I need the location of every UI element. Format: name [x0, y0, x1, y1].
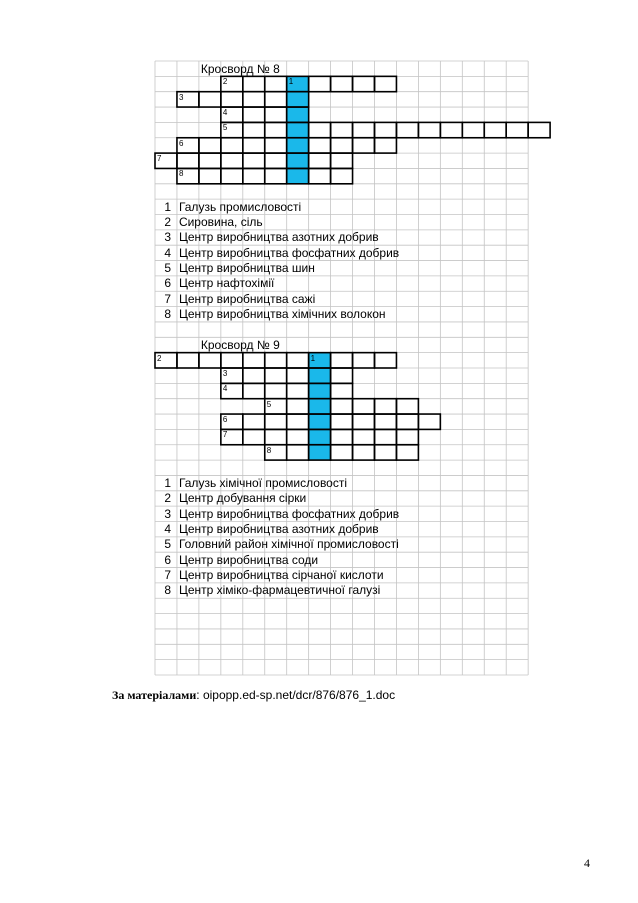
crossword-cell [331, 383, 353, 398]
crossword-cell [243, 107, 265, 122]
key-cell-number: 1 [310, 353, 316, 363]
crossword-title: Кросворд № 8 [200, 61, 280, 76]
crossword-cell [177, 153, 199, 168]
clue-number: 2 [164, 215, 171, 229]
crossword-cell [309, 168, 331, 183]
crossword-cell [331, 138, 353, 153]
clue-text: Галузь промисловості [178, 199, 302, 214]
crossword-cell [375, 399, 397, 414]
crossword-cell [243, 429, 265, 444]
clue-text: Сировина, сіль [178, 215, 263, 229]
clue-number: 4 [164, 245, 171, 260]
crossword-cell [375, 138, 397, 153]
clue-number: 1 [164, 199, 171, 214]
crossword-cell [396, 399, 418, 414]
clue-text: Центр виробництва сажі [178, 291, 316, 306]
cell-number: 5 [266, 399, 272, 409]
crossword-cell [287, 383, 309, 398]
clue-number: 8 [164, 307, 171, 322]
clue-number: 5 [164, 261, 171, 276]
crossword-cell [265, 122, 287, 137]
clue-text: Головний район хімічної промисловості [178, 537, 399, 552]
crossword-cell [199, 92, 221, 107]
crossword-cell [331, 429, 353, 444]
crossword-cell [287, 445, 309, 460]
crossword-cell [221, 138, 243, 153]
cell-number: 5 [222, 123, 228, 133]
crossword-cell [287, 368, 309, 383]
crossword-cell [353, 76, 375, 91]
crossword-cell [199, 153, 221, 168]
crossword-cell [309, 122, 331, 137]
crossword-cell [287, 429, 309, 444]
crossword-cell [331, 153, 353, 168]
crossword-cell [265, 429, 287, 444]
crossword-cell [221, 168, 243, 183]
crossword-cell [353, 353, 375, 368]
crossword-cell [287, 399, 309, 414]
crossword-cell [375, 429, 397, 444]
clue-number: 2 [164, 491, 171, 506]
cell-number: 8 [266, 445, 272, 455]
crossword-cell [331, 122, 353, 137]
crossword-cell [396, 429, 418, 444]
clue-number: 7 [164, 568, 171, 583]
crossword-cell [243, 138, 265, 153]
crossword-cell [331, 353, 353, 368]
cell-number: 6 [178, 138, 184, 148]
crossword-cell [265, 383, 287, 398]
crossword-cell [484, 122, 506, 137]
source-text: : oipopp.ed-sp.net/dcr/876/876_1.doc [196, 688, 396, 702]
crossword-cell [396, 122, 418, 137]
crossword-cell [221, 153, 243, 168]
clue-number: 1 [164, 475, 171, 490]
crossword-cell [243, 353, 265, 368]
crossword-cell [506, 122, 528, 137]
clue-number: 6 [164, 552, 171, 567]
crossword-cell [331, 399, 353, 414]
clue-number: 7 [164, 291, 171, 306]
source-note [112, 688, 395, 703]
clue-number: 5 [164, 537, 171, 552]
crossword-cell [309, 153, 331, 168]
crossword-cell [528, 122, 550, 137]
crossword-cell [331, 414, 353, 429]
clue-number: 4 [164, 522, 171, 536]
cell-number: 6 [222, 415, 228, 425]
crossword-cell [221, 353, 243, 368]
crossword-cell [375, 76, 397, 91]
crossword-cell [287, 414, 309, 429]
cell-number: 4 [222, 108, 228, 118]
crossword-cell [199, 168, 221, 183]
crossword-cell [375, 414, 397, 429]
crossword-cell [396, 414, 418, 429]
crossword-cell [353, 445, 375, 460]
crossword-cell [418, 122, 440, 137]
crossword-cell [375, 122, 397, 137]
crossword-cell [265, 76, 287, 91]
crossword-cell [265, 138, 287, 153]
crossword-cell [265, 368, 287, 383]
page-number: 4 [584, 856, 590, 870]
cell-number: 7 [157, 154, 162, 164]
cell-number: 4 [222, 384, 228, 394]
clue-number: 3 [164, 506, 171, 521]
clue-text: Центр виробництва фосфатних добрив [178, 506, 400, 521]
crossword-cell [287, 353, 309, 368]
clue-text: Центр виробництва соди [178, 552, 319, 567]
clue-number: 6 [164, 276, 171, 291]
clue-text: Центр виробництва хімічних волокон [178, 307, 386, 322]
cell-number: 3 [178, 92, 184, 102]
crossword-cell [353, 399, 375, 414]
crossword-cell [243, 76, 265, 91]
crossword-cell [375, 445, 397, 460]
crossword-cell [353, 429, 375, 444]
crossword-cell [331, 76, 353, 91]
crossword-cell [265, 153, 287, 168]
crossword-cell [243, 414, 265, 429]
crossword-cell [177, 353, 199, 368]
crossword-cell [243, 383, 265, 398]
cell-number: 2 [157, 353, 162, 363]
crossword-cell [309, 76, 331, 91]
crossword-cell [221, 92, 243, 107]
clue-text: Центр виробництва фосфатних добрив [178, 245, 400, 260]
crossword-cell [353, 414, 375, 429]
crossword-cell [396, 445, 418, 460]
clue-text: Центр нафтохімії [178, 276, 275, 291]
crossword-cell [331, 168, 353, 183]
crossword-cell [199, 138, 221, 153]
crossword-cell [265, 168, 287, 183]
crossword-cell [265, 107, 287, 122]
crossword-cell [418, 414, 440, 429]
cell-number: 2 [222, 77, 228, 87]
clue-text: Центр виробництва шин [178, 261, 315, 276]
crossword-cell [243, 153, 265, 168]
clue-number: 3 [164, 230, 171, 245]
crossword-cell [265, 92, 287, 107]
cell-number: 3 [222, 369, 228, 378]
crossword-cell [331, 368, 353, 383]
crossword-cell [353, 138, 375, 153]
clue-text: Центр виробництва азотних добрив [178, 522, 379, 536]
clue-text: Галузь хімічної промисловості [178, 475, 348, 490]
crossword-cell [353, 122, 375, 137]
clue-text: Центр виробництва сірчаної кислоти [178, 568, 384, 583]
crossword-cell [375, 353, 397, 368]
crossword-cell [265, 353, 287, 368]
clue-text: Центр виробництва азотних добрив [178, 230, 379, 245]
crossword-cell [243, 92, 265, 107]
cell-number: 8 [178, 169, 184, 179]
source-label: За матеріалами [112, 688, 197, 702]
crossword-title: Кросворд № 9 [200, 337, 280, 352]
clue-text: Центр добування сірки [178, 491, 307, 506]
crossword-cell [462, 122, 484, 137]
crossword-cell [309, 138, 331, 153]
cell-number: 7 [222, 430, 228, 440]
crossword-cell [331, 445, 353, 460]
clue-number: 8 [164, 583, 171, 598]
clue-text: Центр хіміко-фармацевтичної галузі [178, 583, 381, 598]
crossword-cell [265, 414, 287, 429]
crossword-cell [440, 122, 462, 137]
crossword-cell [199, 353, 221, 368]
crossword-cell [243, 168, 265, 183]
crossword-cell [243, 122, 265, 137]
key-cell-number: 1 [288, 77, 294, 87]
crossword-cell [243, 368, 265, 383]
